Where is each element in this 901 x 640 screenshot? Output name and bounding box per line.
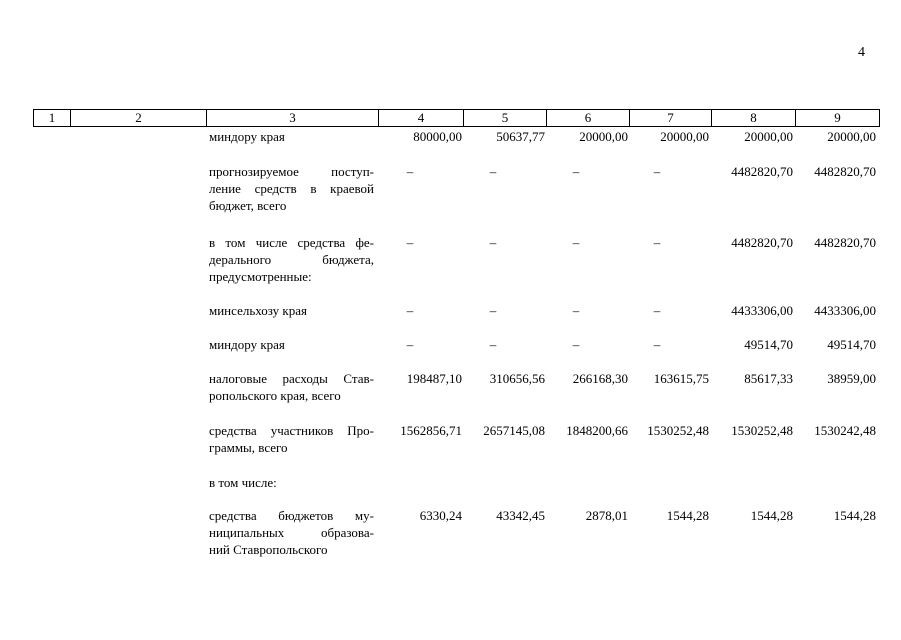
table-header [33,109,880,127]
cell-col-9: 38959,00 [827,371,876,386]
cell-col-8: 4433306,00 [731,303,793,318]
cell-col-9: 4482820,70 [814,164,876,179]
cell-col-4: – [406,337,414,352]
cell-col-8: 20000,00 [744,129,793,144]
cell-col-7: 20000,00 [660,129,709,144]
cell-col-5: – [489,164,497,179]
row-label [209,507,374,558]
cell-col-5: – [489,303,497,318]
row-label-line: дерального бюджета, [209,252,374,267]
cell-col-4: 1562856,71 [400,423,462,438]
row-label-line: налоговые расходы Став- [209,371,374,386]
cell-col-6: 20000,00 [579,129,628,144]
cell-col-7: – [653,164,661,179]
cell-col-5: 2657145,08 [483,423,545,438]
cell-col-5: 50637,77 [496,129,545,144]
header-col-3: 3 [207,110,379,126]
cell-col-6: – [572,235,580,250]
row-label-line: ление средств в краевой [209,181,374,196]
row-label-line: граммы, всего [209,440,288,455]
row-label-line: минсельхозу края [209,303,307,318]
cell-col-4: 6330,24 [419,508,462,523]
cell-col-5: – [489,337,497,352]
row-label [209,234,374,285]
row-label [209,128,374,145]
row-label-line: ниципальных образова- [209,525,374,540]
row-label-line: ропольского края, всего [209,388,341,403]
row-label [209,302,374,319]
cell-col-7: – [653,337,661,352]
cell-col-4: – [406,235,414,250]
row-label-line: бюджет, всего [209,198,287,213]
cell-col-5: 43342,45 [496,508,545,523]
cell-col-5: – [489,235,497,250]
cell-col-8: 49514,70 [744,337,793,352]
header-col-5: 5 [464,110,547,126]
header-col-4: 4 [379,110,464,126]
header-col-8: 8 [712,110,796,126]
row-label [209,336,374,353]
row-label-line: прогнозируемое поступ- [209,164,374,179]
cell-col-9: 1530242,48 [814,423,876,438]
cell-col-8: 85617,33 [744,371,793,386]
row-label-line: ний Ставропольского [209,542,328,557]
cell-col-6: 266168,30 [572,371,628,386]
cell-col-6: 2878,01 [585,508,628,523]
page-number: 4 [858,45,865,60]
cell-col-9: 20000,00 [827,129,876,144]
row-label [209,163,374,214]
row-label-line: в том числе: [209,475,277,490]
row-label-line: средства участников Про- [209,423,374,438]
cell-col-8: 4482820,70 [731,235,793,250]
header-col-7: 7 [630,110,712,126]
cell-col-6: 1848200,66 [566,423,628,438]
row-label-line: средства бюджетов му- [209,508,374,523]
cell-col-4: – [406,303,414,318]
cell-col-7: 1530252,48 [647,423,709,438]
header-col-2: 2 [71,110,207,126]
cell-col-7: – [653,303,661,318]
cell-col-5: 310656,56 [489,371,545,386]
row-label-line: миндору края [209,337,285,352]
cell-col-9: 4433306,00 [814,303,876,318]
row-label-line: предусмотренные: [209,269,312,284]
cell-col-6: – [572,337,580,352]
header-col-9: 9 [796,110,880,126]
cell-col-4: 80000,00 [413,129,462,144]
cell-col-7: 1544,28 [666,508,709,523]
cell-col-9: 49514,70 [827,337,876,352]
cell-col-9: 4482820,70 [814,235,876,250]
cell-col-8: 1530252,48 [731,423,793,438]
row-label [209,422,374,456]
row-label-line: миндору края [209,129,285,144]
cell-col-9: 1544,28 [833,508,876,523]
cell-col-6: – [572,164,580,179]
row-label [209,370,374,404]
cell-col-7: 163615,75 [653,371,709,386]
cell-col-7: – [653,235,661,250]
row-label [209,474,374,491]
cell-col-8: 4482820,70 [731,164,793,179]
header-col-1: 1 [34,110,71,126]
cell-col-6: – [572,303,580,318]
cell-col-4: 198487,10 [406,371,462,386]
cell-col-4: – [406,164,414,179]
cell-col-8: 1544,28 [750,508,793,523]
row-label-line: в том числе средства фе- [209,235,374,250]
header-col-6: 6 [547,110,630,126]
